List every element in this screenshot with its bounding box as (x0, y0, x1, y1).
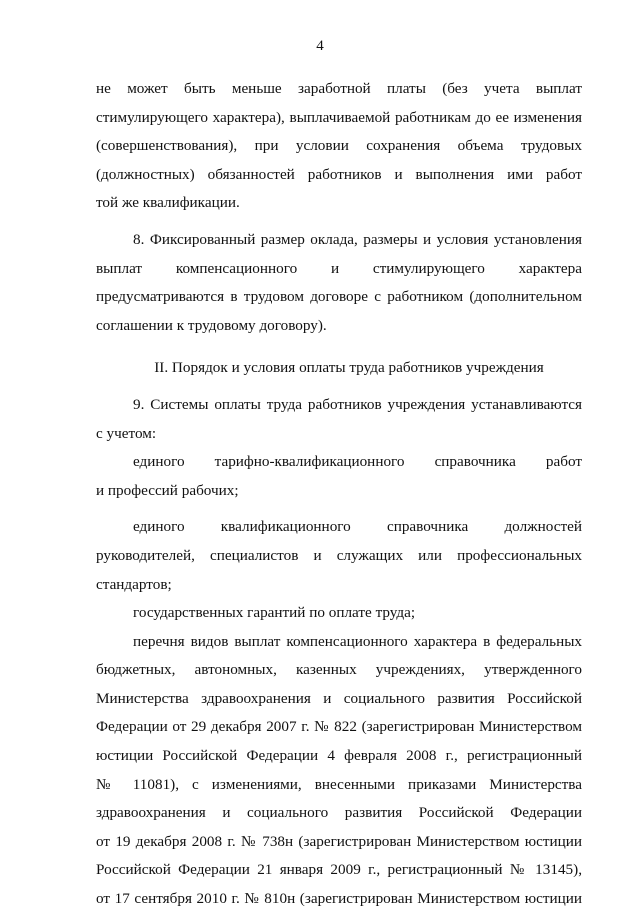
text-line: (должностных) обязанностей работников и выполнения ими работ (96, 165, 582, 183)
text-line: перечня видов выплат компенсационного характера в федеральных (133, 632, 582, 650)
paragraph-8 (96, 226, 582, 340)
text-line: соглашении к трудовому договору). (96, 316, 327, 334)
text-line: стимулирующего характера), выплачиваемой работникам до ее изменения (96, 108, 582, 126)
text-line: стандартов; (96, 575, 172, 593)
text-line: не может быть меньше заработной платы (без учета выплат (96, 80, 582, 97)
text-line: Российской Федерации 21 января 2009 г., регистрационный № 13145), (96, 861, 582, 879)
text-line: (совершенствования), при условии сохранения объема трудовых (96, 137, 582, 155)
text-line: государственных гарантий по оплате труда; (133, 604, 416, 622)
page-number: 4 (316, 38, 324, 54)
text-line: предусматриваются в трудовом договоре с работником (дополнительном (96, 288, 582, 306)
text-line: от 17 сентября 2010 г. № 810н (зарегистрирован Министерством юстиции (96, 890, 582, 908)
text-line: выплат компенсационного и стимулирующего характера (96, 259, 582, 277)
text-line: и профессий рабочих; (96, 481, 239, 499)
list-item-tariff-handbook (96, 448, 582, 505)
list-item-compensation-payments (96, 628, 582, 914)
text-line: 8. Фиксированный размер оклада, размеры и условия установления (133, 230, 582, 248)
section-heading: II. Порядок и условия оплаты труда работников учреждения (154, 359, 544, 377)
paragraph-continuation (96, 75, 582, 218)
text-line: Министерства здравоохранения и социального развития Российской (96, 689, 582, 707)
text-line: единого тарифно-квалификационного справочника работ (133, 453, 582, 471)
text-line: руководителей, специалистов и служащих или профессиональных (96, 546, 582, 564)
text-line: той же квалификации. (96, 194, 240, 212)
text-line: бюджетных, автономных, казенных учреждениях, утвержденного (96, 661, 582, 679)
text-line: здравоохранения и социального развития Российской Федерации (96, 804, 582, 822)
list-item-state-guarantees (96, 599, 582, 628)
text-line: № 11081), с изменениями, внесенными приказами Министерства (96, 775, 582, 793)
text-line: Федерации от 29 декабря 2007 г. № 822 (зарегистрирован Министерством (96, 718, 582, 736)
text-line: единого квалификационного справочника должностей (133, 518, 582, 536)
paragraph-9 (96, 391, 582, 448)
text-line: с учетом: (96, 424, 157, 442)
text-line: юстиции Российской Федерации 4 февраля 2008 г., регистрационный (96, 747, 582, 765)
text-line: 9. Системы оплаты труда работников учреждения устанавливаются (133, 395, 582, 413)
list-item-qualification-handbook (96, 513, 582, 599)
text-line: от 19 декабря 2008 г. № 738н (зарегистрирован Министерством юстиции (96, 832, 582, 850)
document-body (96, 75, 582, 914)
